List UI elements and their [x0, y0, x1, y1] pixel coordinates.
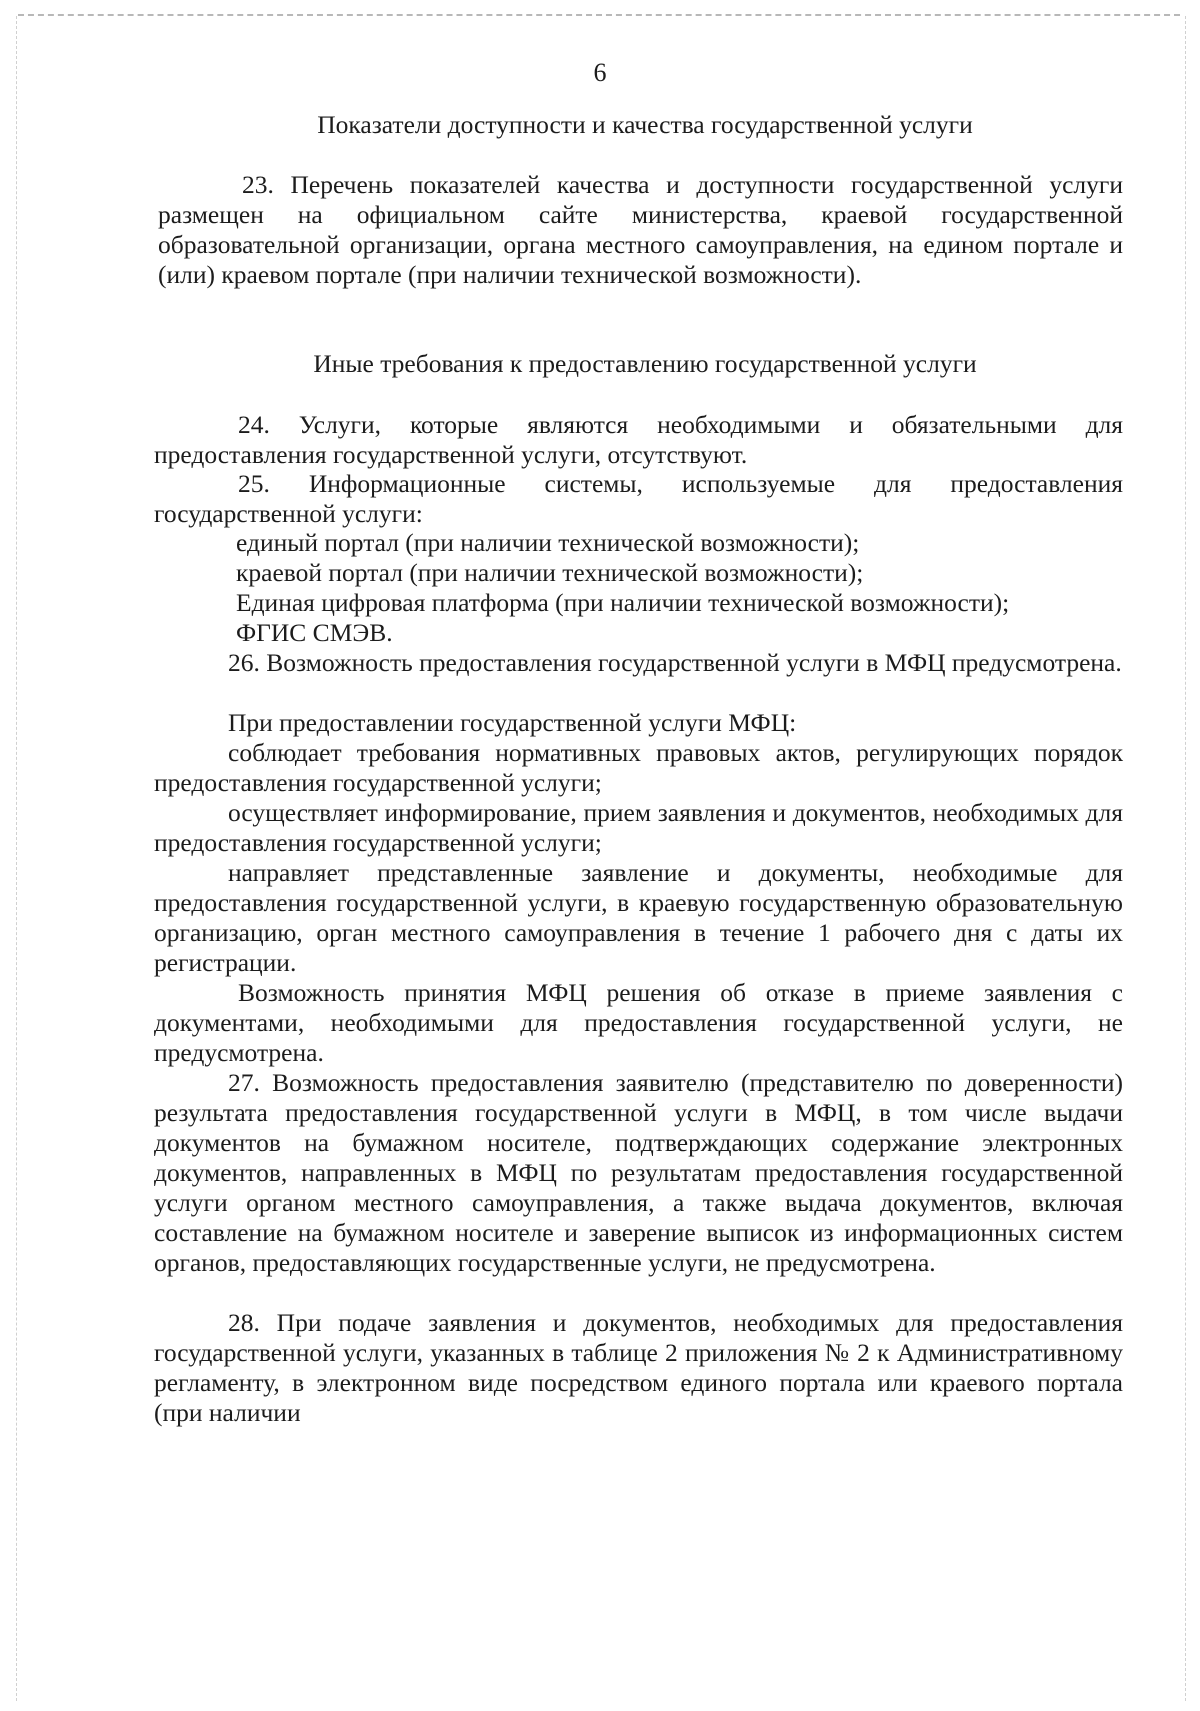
system-item-2: краевой портал (при наличии технической возможности);	[236, 558, 864, 587]
paragraph-26-intro: При предоставлении государственной услуги МФЦ:	[228, 708, 797, 737]
paragraph-28: 28. При подаче заявления и документов, необходимых для предоставления государственной услуги, указанных в таблице 2 приложения № 2 к Административному регламенту, в электронном виде посредством единого портала или краевого портала (при наличии	[154, 1308, 1123, 1427]
paragraph-26-informing: осуществляет информирование, прием заявления и документов, необходимых для предоставления государственной услуги;	[154, 798, 1123, 857]
paragraph-26-forwarding: направляет представленные заявление и документы, необходимые для предоставления государственной услуги, в краевую государственную образовательную организацию, орган местного самоуправления в течение 1 рабочего дня с даты их регистрации.	[154, 858, 1123, 977]
paragraph-26-requirements: соблюдает требования нормативных правовых актов, регулирующих порядок предоставления государственной услуги;	[154, 738, 1123, 797]
scan-edge-left	[16, 16, 17, 1701]
paragraph-23: 23. Перечень показателей качества и доступности государственной услуги размещен на официальном сайте министерства, краевой государственной образовательной организации, органа местного самоуправления, на едином портале и (или) краевом портале (при наличии технической возможности).	[158, 170, 1123, 289]
section-heading-quality: Показатели доступности и качества государственной услуги	[317, 110, 973, 139]
system-item-1: единый портал (при наличии технической возможности);	[236, 528, 860, 557]
scan-edge-right	[1185, 16, 1186, 1701]
paragraph-25: 25. Информационные системы, используемые для предоставления государственной услуги:	[154, 469, 1123, 528]
paragraph-26: 26. Возможность предоставления государственной услуги в МФЦ предусмотрена.	[228, 648, 1122, 677]
paragraph-27: 27. Возможность предоставления заявителю (представителю по доверенности) результата предоставления государственной услуги в МФЦ, в том числе выдачи документов на бумажном носителе, подтверждающих содержание электронных документов, направленных в МФЦ по результатам предоставления государственной услуги органом местного самоуправления, а также выдача документов, включая составление на бумажном носителе и заверение выписок из информационных систем органов, предоставляющих государственные услуги, не предусмотрена.	[154, 1068, 1123, 1277]
paragraph-26-refusal: Возможность принятия МФЦ решения об отказе в приеме заявления с документами, необходимыми для предоставления государственной услуги, не предусмотрена.	[154, 978, 1123, 1067]
page-number: 6	[593, 58, 607, 87]
section-heading-other-requirements: Иные требования к предоставлению государственной услуги	[313, 349, 977, 378]
paragraph-24: 24. Услуги, которые являются необходимыми и обязательными для предоставления государственной услуги, отсутствуют.	[154, 410, 1123, 469]
system-item-4: ФГИС СМЭВ.	[236, 618, 393, 647]
scan-edge-top	[18, 14, 1180, 16]
system-item-3: Единая цифровая платформа (при наличии технической возможности);	[236, 588, 1010, 617]
